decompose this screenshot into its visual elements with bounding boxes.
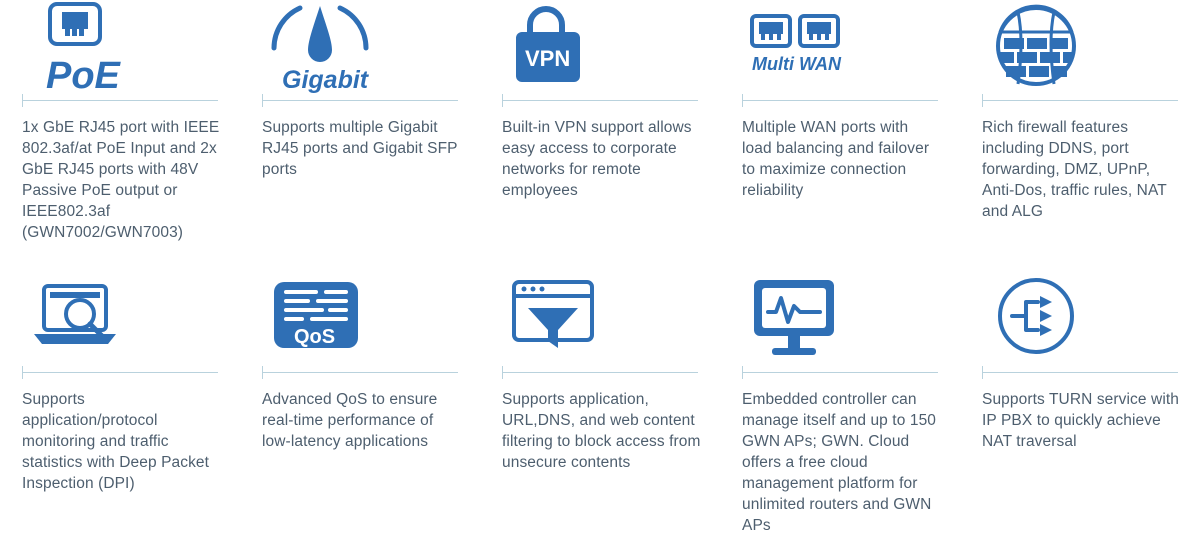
svg-text:VPN: VPN: [525, 46, 571, 71]
divider: [982, 100, 1178, 101]
feature-text: Rich firewall features including DDNS, port forwarding, DMZ, UPnP, Anti-Dos, traffic rules, NAT and ALG: [982, 119, 1167, 220]
divider: [22, 372, 218, 373]
divider: [262, 372, 458, 373]
feature-cell-vpn: [480, 0, 720, 272]
svg-text:Multi WAN: Multi WAN: [752, 54, 841, 74]
svg-text:Gigabit: Gigabit: [282, 66, 369, 94]
poe-port-icon: [22, 0, 222, 100]
feature-text: Supports multiple Gigabit RJ45 ports and Gigabit SFP ports: [262, 119, 458, 178]
divider: [742, 100, 938, 101]
divider: [262, 100, 458, 101]
svg-text:QoS: QoS: [294, 326, 336, 348]
vpn-lock-icon: [502, 0, 702, 100]
feature-text: Supports application/protocol monitoring and traffic statistics with Deep Packet Inspection (DPI): [22, 391, 210, 492]
feature-text: 1x GbE RJ45 port with IEEE 802.3af/at PoE Input and 2x GbE RJ45 ports with 48V Passive PoE output or IEEE802.3af (GWN7002/GWN7003): [22, 119, 220, 241]
feature-cell-qos: [240, 272, 480, 544]
feature-text: Embedded controller can manage itself and up to 150 GWN APs; GWN. Cloud offers a free cloud management platform for unlimited routers and GWN APs: [742, 391, 937, 534]
feature-cell-firewall: [960, 0, 1200, 272]
divider: [742, 372, 938, 373]
feature-cell-embedded-controller: [720, 272, 960, 544]
turn-nat-traversal-icon: [982, 272, 1182, 372]
multi-wan-icon: [742, 0, 942, 100]
content-filter-funnel-icon: [502, 272, 702, 372]
gigabit-speed-icon: [262, 0, 462, 100]
divider: [22, 100, 218, 101]
qos-equalizer-icon: [262, 272, 462, 372]
feature-text: Built-in VPN support allows easy access to corporate networks for remote employees: [502, 119, 692, 199]
feature-text: Supports TURN service with IP PBX to quickly achieve NAT traversal: [982, 391, 1179, 450]
feature-cell-gigabit: [240, 0, 480, 272]
divider: [502, 100, 698, 101]
feature-cell-multi-wan: [720, 0, 960, 272]
feature-text: Advanced QoS to ensure real-time performance of low-latency applications: [262, 391, 438, 450]
dpi-laptop-magnifier-icon: [22, 272, 222, 372]
feature-cell-dpi: [0, 272, 240, 544]
divider: [982, 372, 1178, 373]
feature-cell-turn: [960, 272, 1200, 544]
embedded-controller-monitor-icon: [742, 272, 942, 372]
feature-text: Multiple WAN ports with load balancing and failover to maximize connection reliability: [742, 119, 930, 199]
firewall-brick-wall-icon: [982, 0, 1182, 100]
feature-cell-content-filter: [480, 272, 720, 544]
svg-text:PoE: PoE: [46, 55, 120, 97]
feature-text: Supports application, URL,DNS, and web content filtering to block access from unsecure contents: [502, 391, 701, 471]
divider: [502, 372, 698, 373]
feature-cell-poe: [0, 0, 240, 272]
